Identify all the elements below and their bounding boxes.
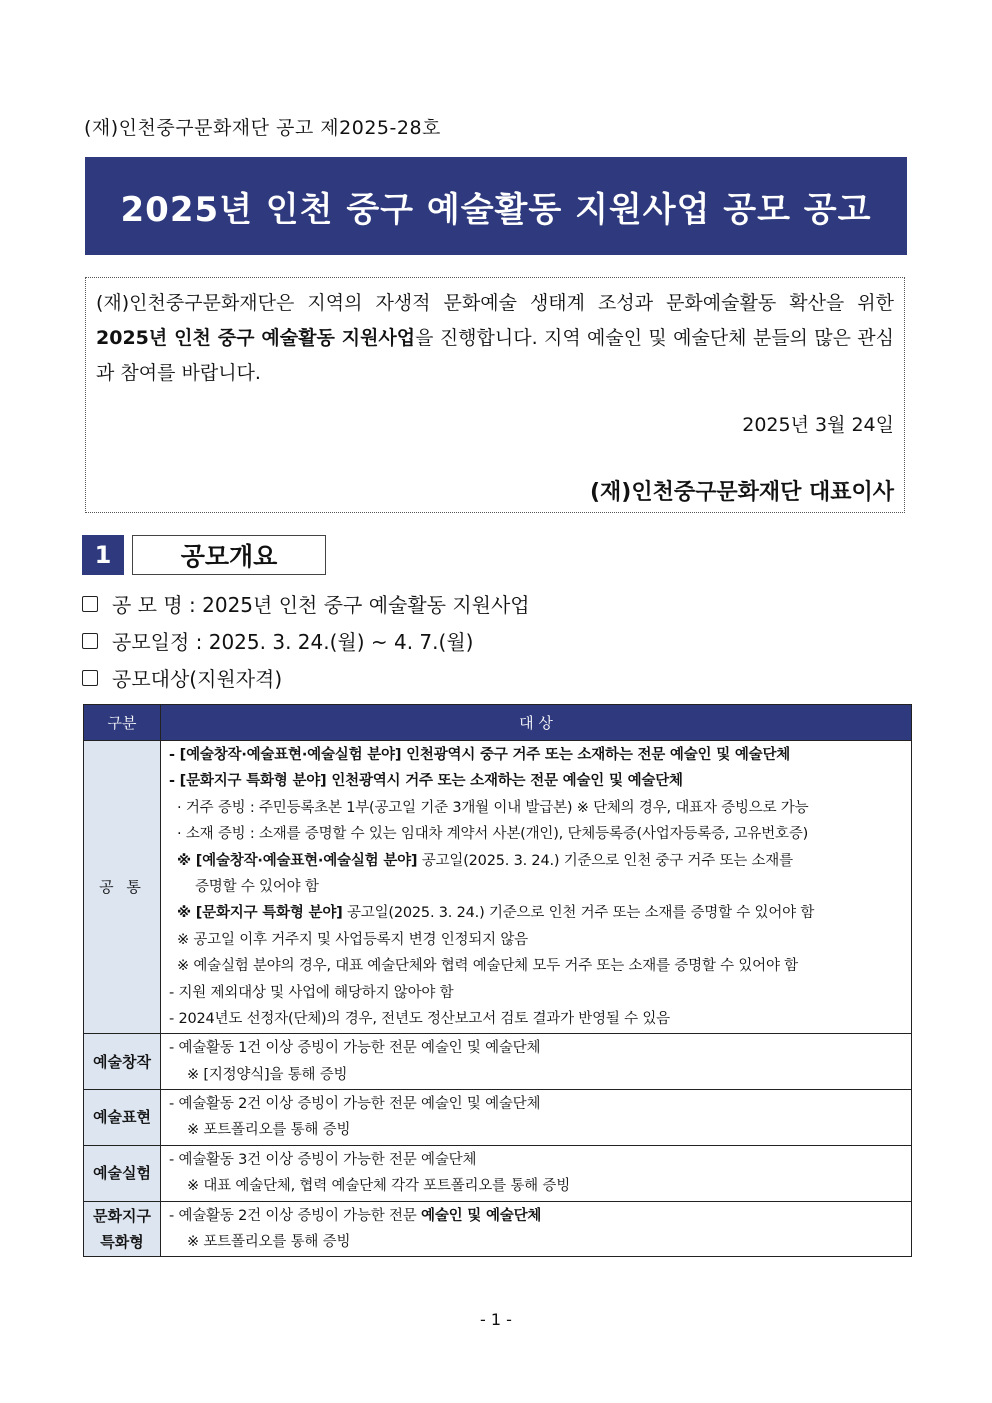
notice-date: 2025년 3월 24일 (742, 414, 894, 436)
checkbox-square-icon (82, 596, 98, 612)
table-row-common (84, 741, 912, 1034)
signature: (재)인천중구문화재단 대표이사 (589, 480, 894, 505)
row-content-common: - [예술창작·예술표현·예술실험 분야] 인천광역시 중구 거주 또는 소재하는 전문 예술인 및 예술단체 - [문화지구 특화형 분야] 인천광역시 거주 또는 소재하는 전문 예술인 및 예술단체 · 거주 증빙 : 주민등록초본 1부(공고일 기준 3개월 이내 발급본) ※ 단체의 경우, 대표자 증빙으로 가능 · 소재 증빙 : 소재를 증명할 수 있는 임대차 계약서 사본(개인), 단체등록증(사업자등록증, 고유번호증) ※ [예술창작·예술표현·예술실험 분야] 공고일(2025. 3. 24.) 기준으로 인천 중구 거주 또는 소재를 증명할 수 있어야 함 ※ [문화지구 특화형 분야] 공고일(2025. 3. 24.) 기준으로 인천 거주 또는 소재를 증명할 수 있어야 함 ※ 공고일 이후 거주지 및 사업등록지 변경 인정되지 않음 ※ 예술실험 분야의 경우, 대표 예술단체와 협력 예술단체 모두 거주 또는 소재를 증명할 수 있어야 함 - 지원 제외대상 및 사업에 해당하지 않아야 함 - 2024년도 선정자(단체)의 경우, 전년도 정산보고서 검토 결과가 반영될 수 있음 (161, 741, 912, 1034)
header-category: 구분 (84, 705, 161, 741)
table-row-culture-district: 문화지구 특화형 - 예술활동 2건 이상 증빙이 가능한 전문 예술인 및 예술단체 ※ 포트폴리오를 통해 증빙 (84, 1201, 912, 1257)
intro-text: (재)인천중구문화재단은 지역의 자생적 문화예술 생태계 조성과 문화예술활동 확산을 위한 2025년 인천 중구 예술활동 지원사업을 진행합니다. 지역 예술인 및 예술단체 분들의 많은 관심과 참여를 바랍니다. (96, 292, 894, 384)
table-header-row (84, 705, 912, 741)
intro-box (85, 277, 905, 513)
row-label-creation: 예술창작 (84, 1034, 161, 1090)
header-target: 대 상 (161, 705, 912, 741)
row-label-experiment: 예술실험 (84, 1145, 161, 1201)
notice-number: (재)인천중구문화재단 공고 제2025-28호 (84, 117, 441, 139)
table-row-expression: 예술표현 - 예술활동 2건 이상 증빙이 가능한 전문 예술인 및 예술단체 ※ 포트폴리오를 통해 증빙 (84, 1090, 912, 1146)
checkbox-square-icon (82, 670, 98, 686)
checkbox-square-icon (82, 633, 98, 649)
section-title: 공모개요 (132, 535, 326, 575)
table-row-experiment: 예술실험 - 예술활동 3건 이상 증빙이 가능한 전문 예술단체 ※ 대표 예술단체, 협력 예술단체 각각 포트폴리오를 통해 증빙 (84, 1145, 912, 1201)
bullet-target: 공모대상(지원자격) (82, 663, 282, 692)
page-number: - 1 - (480, 1310, 512, 1329)
section-number: 1 (82, 535, 124, 575)
row-label-culture-district: 문화지구 특화형 (84, 1201, 161, 1257)
table-row-creation: 예술창작 - 예술활동 1건 이상 증빙이 가능한 전문 예술인 및 예술단체 ※ [지정양식]을 통해 증빙 (84, 1034, 912, 1090)
row-label-common: 공 통 (84, 741, 161, 1034)
bullet-schedule: 공모일정 : 2025. 3. 24.(월) ~ 4. 7.(월) (82, 626, 473, 655)
eligibility-table (83, 704, 912, 1257)
document-title: 2025년 인천 중구 예술활동 지원사업 공모 공고 (85, 157, 907, 255)
bullet-name: 공 모 명 : 2025년 인천 중구 예술활동 지원사업 (82, 589, 530, 618)
row-label-expression: 예술표현 (84, 1090, 161, 1146)
